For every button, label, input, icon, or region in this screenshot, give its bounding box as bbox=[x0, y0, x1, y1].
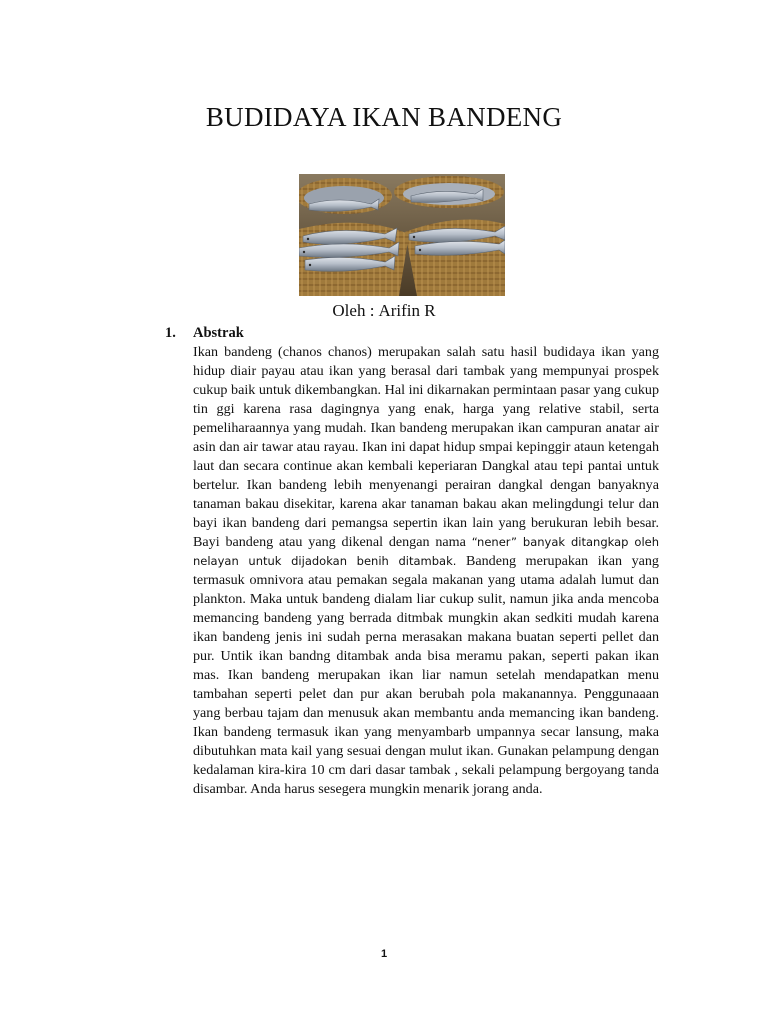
fish-baskets-illustration bbox=[299, 174, 505, 296]
page-number: 1 bbox=[380, 948, 388, 960]
author-name: Arifin R bbox=[378, 301, 436, 320]
abstract-section bbox=[165, 324, 659, 799]
document-title: BUDIDAYA IKAN BANDENG bbox=[205, 102, 563, 132]
fish-baskets-photo bbox=[299, 174, 505, 296]
section-number: 1. bbox=[165, 325, 176, 341]
author-label: Oleh : bbox=[332, 301, 375, 320]
author-line bbox=[0, 301, 768, 321]
section-heading bbox=[165, 324, 659, 342]
paragraph-text-part-2: Bandeng merupakan ikan yang termasuk omnivora atau pemakan segala makanan yang utama adalah lumut dan plankton. Maka untuk bandeng dialam liar cukup sulit, namun jika anda mencoba memancing bandeng yang berrada ditmbak mungkin akan sedkiti mudah karena ikan bandeng jenis ini sudah perna merasakan makana buatan seperti pellet dan pur. Untik ikan bandng ditambak anda bisa meramu pakan, seperti pakan ikan mas. Ikan bandeng merupakan ikan liar namun setelah mendapatkan menu tambahan seperti pelet dan pur akan berubah pola makanannya. Penggunaaan yang berbau tajam dan menusuk akan membantu anda memancing ikan bandeng. Ikan bandeng termasuk ikan yang menyambarb umpannya secar lansung, maka dibutuhkan mata kail yang sesuai dengan mulut ikan. Gunakan pelampung dengan kedalaman kira-kira 10 cm dari dasar tambak , sekali pelampung bergoyang tanda disambar. Anda harus sesegera mungkin menarik jorang anda. bbox=[193, 553, 659, 797]
section-title: Abstrak bbox=[193, 325, 244, 341]
abstract-paragraph bbox=[193, 343, 659, 799]
nener-note: “nener” banyak ditangkap oleh nelayan untuk dijadokan benih ditambak. bbox=[193, 535, 659, 568]
paragraph-text-part-1: Ikan bandeng (chanos chanos) merupakan salah satu hasil budidaya ikan yang hidup diair payau atau ikan yang berasal dari tambak yang mempunyai prospek cukup baik untuk dikembangkan. Hal ini dikarnakan permintaan pasar yang cukup tin ggi karena rasa dagingnya yang enak, harga yang relative stabil, serta pemeliharaannya yang mudah. Ikan bandeng merupakan ikan campuran anatar air asin dan air tawar atau rayau. Ikan ini dapat hidup smpai kepinggir ataun ketengah laut dan secara continue akan kembali keperiaran Dangkal atau tepi pantai untuk bertelur. Ikan bandeng lebih menyenangi perairan dangkal dengan banyaknya tanaman bakau disekitar, karena akar tanaman bakau akan melingdungi telur dan bayi ikan bandeng dari pemangsa sepertin ikan lain yang berukuran lebih besar. Bayi bandeng atau yang dikenal dengan nama bbox=[193, 344, 659, 550]
